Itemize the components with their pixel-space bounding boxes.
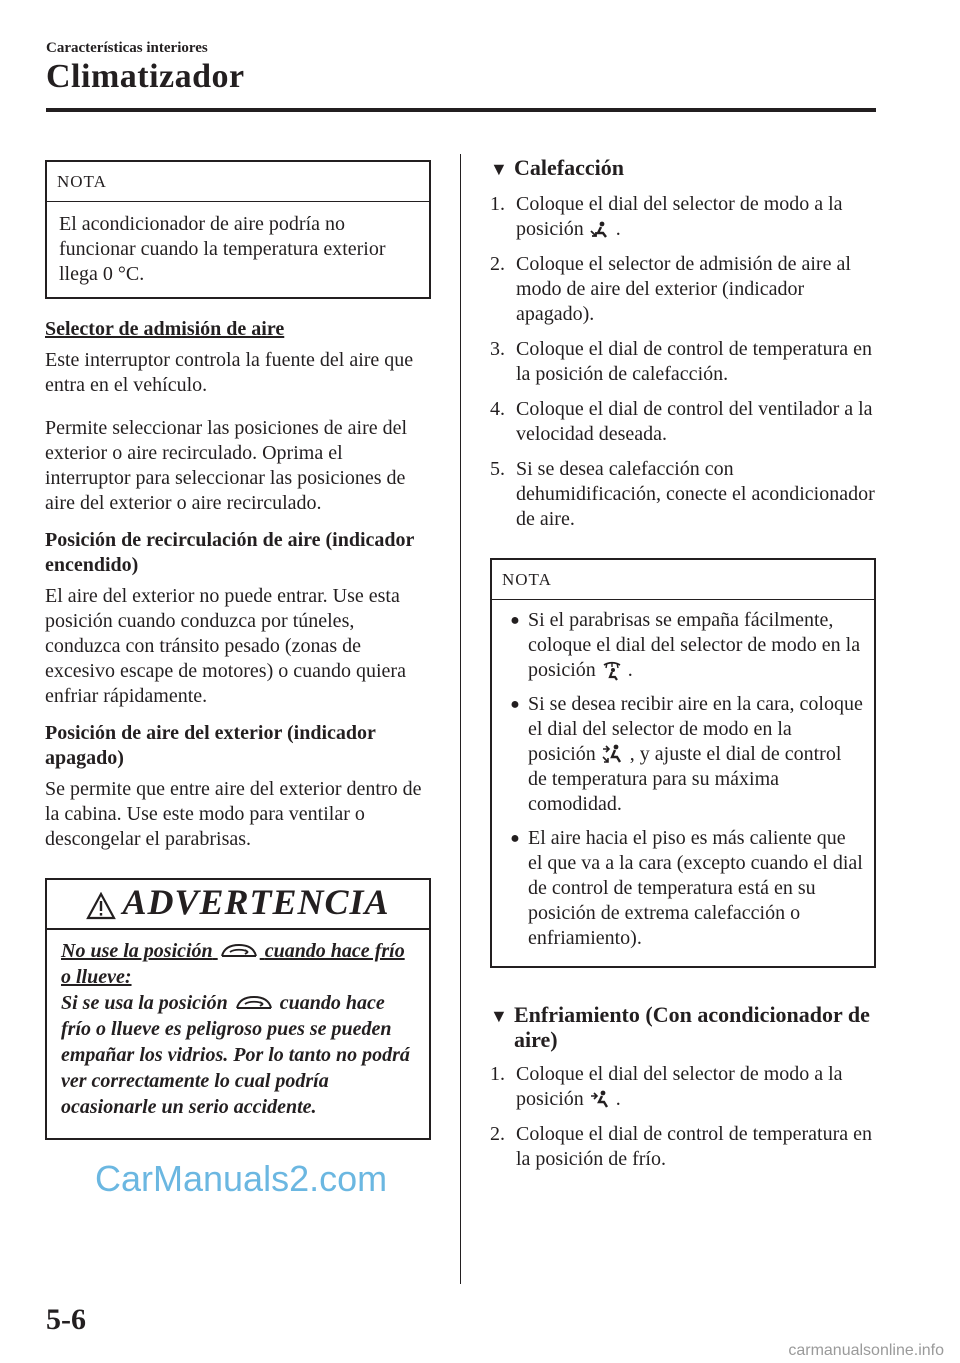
recirculation-icon (218, 942, 260, 962)
note-bullets (492, 600, 874, 966)
page-title: Climatizador (46, 58, 245, 95)
step-item: 1. Coloque el dial del selector de modo a la posición . (490, 1063, 843, 1110)
warning-box (45, 878, 431, 1140)
warning-title: ADVERTENCIA (122, 882, 390, 922)
recirculation-icon (233, 994, 275, 1014)
warning-line: cuando hace frío o llueve es peligroso pues se pueden empañar los vidrios. Por lo tanto no podrá ver correctamente lo cual podría ocasionarle un serio accidente. (61, 991, 410, 1118)
paragraph: Este interruptor controla la fuente del aire que entra en el vehículo. (45, 349, 414, 396)
step-item: 1. Coloque el dial del selector de modo a la posición . (490, 193, 843, 240)
section-heading-heating: ▼ Calefacción (490, 155, 624, 180)
subheading-outside-air: Posición de aire del exterior (indicador apagado) (45, 722, 376, 769)
note-label: NOTA (492, 560, 874, 600)
step-item: 5. Si se desea calefacción con dehumidificación, conecte el acondicionador de aire. (490, 458, 875, 530)
watermark-brand: CarManuals2.com (95, 1158, 388, 1199)
list-item: ● Si el parabrisas se empaña fácilmente, coloque el dial del selector de modo en la posición . (510, 609, 861, 681)
section-triangle-icon: ▼ (490, 159, 508, 179)
floor-mode-icon (589, 221, 611, 239)
face-mode-icon (589, 1090, 611, 1110)
header-rule (46, 108, 876, 112)
list-item: ● El aire hacia el piso es más caliente que el que va a la cara (excepto cuando el dial de control de temperatura está en su posición de extrema calefacción o enfriamiento). (510, 827, 863, 949)
warning-line: No use la posición (61, 939, 213, 962)
section-title-air-intake: Selector de admisión de aire (45, 318, 285, 340)
step-item: 3. Coloque el dial de control de temperatura en la posición de calefacción. (490, 338, 872, 385)
note-box (45, 160, 431, 299)
list-item: ● Si se desea recibir aire en la cara, coloque el dial del selector de modo en la posición , y ajuste el dial de control de temperatura para su máxima comodidad. (510, 693, 863, 815)
paragraph: El aire del exterior no puede entrar. Use esta posición cuando conduzca por túneles, conduzca con tránsito pesado (zonas de excesivo escape de motores) o cuando quiera enfriar rápidamente. (45, 585, 406, 707)
subheading-recirculation: Posición de recirculación de aire (indicador encendido) (45, 529, 415, 576)
chapter-subtitle: Características interiores (46, 40, 208, 56)
warning-line: cuando hace frío o llueve: (61, 939, 405, 988)
warning-header (47, 880, 429, 930)
note-box (490, 558, 876, 968)
warning-triangle-icon (86, 892, 116, 920)
paragraph: Permite seleccionar las posiciones de aire del exterior o aire recirculado. Oprima el interruptor para seleccionar las posiciones de aire del exterior o aire recirculado. (45, 417, 408, 514)
defrost-floor-mode-icon (601, 660, 623, 682)
column-divider (460, 154, 461, 1284)
step-item: 2. Coloque el selector de admisión de aire al modo de aire del exterior (indicador apagado). (490, 253, 851, 325)
left-column (45, 160, 431, 1140)
warning-text (47, 930, 429, 1138)
note-text: El acondicionador de aire podría no funcionar cuando la temperatura exterior llega 0 °C. (59, 213, 386, 285)
step-item: 4. Coloque el dial de control del ventilador a la velocidad deseada. (490, 398, 873, 445)
paragraph: Se permite que entre aire del exterior dentro de la cabina. Use este modo para ventilar o descongelar el parabrisas. (45, 778, 422, 850)
bi-level-mode-icon (601, 744, 625, 766)
watermark-site: carmanualsonline.info (788, 1342, 944, 1359)
page-number: 5-6 (46, 1303, 86, 1336)
section-triangle-icon: ▼ (490, 1006, 508, 1026)
warning-line: Si se usa la posición (61, 991, 228, 1014)
section-heading-cooling: ▼ Enfriamiento (Con acondicionador de aire) (490, 1002, 870, 1052)
right-column (490, 155, 876, 1182)
note-label: NOTA (47, 162, 429, 202)
step-item: 2. Coloque el dial de control de temperatura en la posición de frío. (490, 1123, 872, 1170)
